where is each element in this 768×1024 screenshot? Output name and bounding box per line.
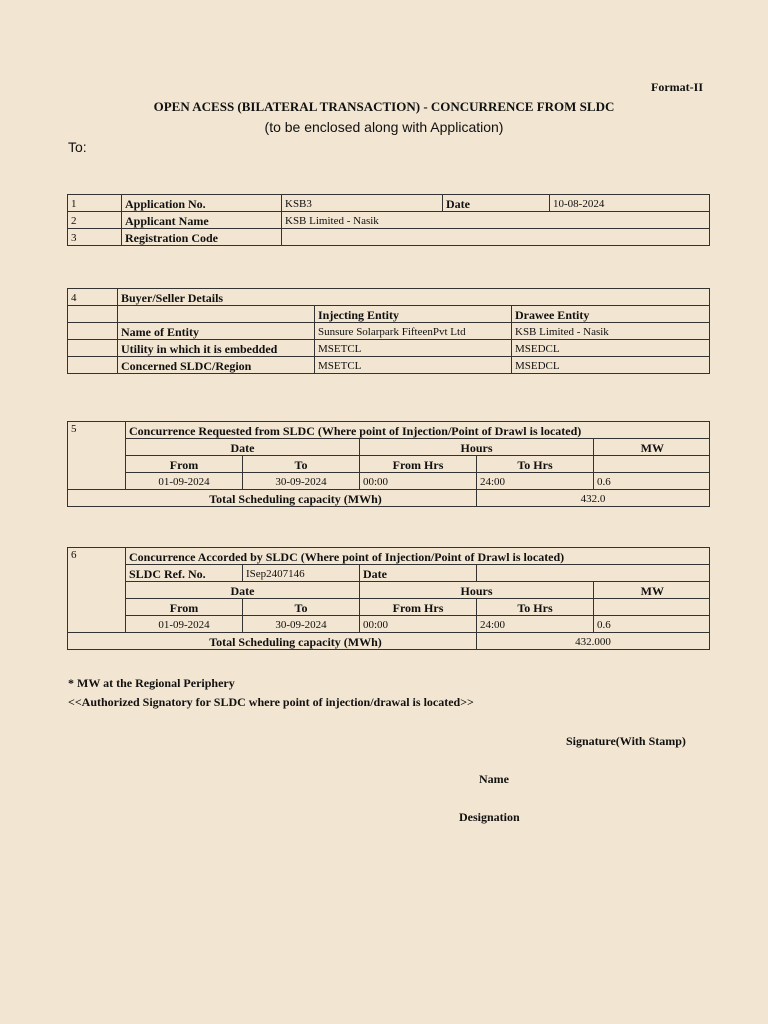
section-heading: Concurrence Requested from SLDC (Where point of Injection/Point of Drawl is located)	[126, 422, 710, 439]
to-header: To	[243, 599, 360, 616]
injecting-value: Sunsure Solarpark FifteenPvt Ltd	[315, 323, 512, 340]
sldc-ref-value: ISep2407146	[243, 565, 360, 582]
from-hrs-value: 00:00	[360, 616, 477, 633]
mw-note: * MW at the Regional Periphery	[68, 676, 235, 690]
drawee-entity-header: Drawee Entity	[512, 306, 710, 323]
table-row	[68, 195, 710, 212]
application-no-value: KSB3	[282, 195, 443, 212]
table-row	[68, 323, 710, 340]
table-row	[68, 599, 710, 616]
date-value	[477, 565, 710, 582]
table-row	[68, 582, 710, 599]
table-row	[68, 340, 710, 357]
section-number: 4	[68, 289, 118, 306]
application-no-label: Application No.	[122, 195, 282, 212]
table-row	[68, 439, 710, 456]
table-row	[68, 633, 710, 650]
table-row	[68, 357, 710, 374]
injecting-value: MSETCL	[315, 340, 512, 357]
to-hrs-header: To Hrs	[477, 456, 594, 473]
injecting-entity-header: Injecting Entity	[315, 306, 512, 323]
to-date-value: 30-09-2024	[243, 473, 360, 490]
signature-label: Signature(With Stamp)	[566, 734, 686, 748]
page-title: OPEN ACESS (BILATERAL TRANSACTION) - CONCURRENCE FROM SLDC	[153, 99, 615, 114]
application-table	[67, 194, 710, 246]
row-label: Concerned SLDC/Region	[118, 357, 315, 374]
section-heading: Concurrence Accorded by SLDC (Where point of Injection/Point of Drawl is located)	[126, 548, 710, 565]
table-row	[68, 616, 710, 633]
sldc-ref-label: SLDC Ref. No.	[126, 565, 243, 582]
table-row	[68, 212, 710, 229]
from-date-value: 01-09-2024	[126, 616, 243, 633]
date-value: 10-08-2024	[550, 195, 710, 212]
page-subtitle: (to be enclosed along with Application)	[264, 119, 504, 135]
to-date-value: 30-09-2024	[243, 616, 360, 633]
registration-code-value	[282, 229, 710, 246]
section-number: 6	[68, 548, 126, 633]
applicant-name-label: Applicant Name	[122, 212, 282, 229]
drawee-value: KSB Limited - Nasik	[512, 323, 710, 340]
mw-value: 0.6	[594, 473, 710, 490]
from-header: From	[126, 599, 243, 616]
to-hrs-header: To Hrs	[477, 599, 594, 616]
date-header: Date	[126, 439, 360, 456]
date-label: Date	[443, 195, 550, 212]
table-row	[68, 490, 710, 507]
name-label: Name	[479, 772, 509, 786]
from-date-value: 01-09-2024	[126, 473, 243, 490]
format-label: Format-II	[651, 80, 703, 94]
injecting-value: MSETCL	[315, 357, 512, 374]
from-header: From	[126, 456, 243, 473]
total-label: Total Scheduling capacity (MWh)	[68, 633, 477, 650]
section-number: 5	[68, 422, 126, 490]
from-hrs-header: From Hrs	[360, 599, 477, 616]
registration-code-label: Registration Code	[122, 229, 282, 246]
authorized-signatory-note: <<Authorized Signatory for SLDC where point of injection/drawal is located>>	[68, 695, 474, 709]
date-label: Date	[360, 565, 477, 582]
concurrence-requested-table	[67, 421, 710, 507]
row-label: Name of Entity	[118, 323, 315, 340]
applicant-name-value: KSB Limited - Nasik	[282, 212, 710, 229]
to-header: To	[243, 456, 360, 473]
row-label: Utility in which it is embedded	[118, 340, 315, 357]
hours-header: Hours	[360, 439, 594, 456]
table-row	[68, 456, 710, 473]
buyer-seller-table	[67, 288, 710, 374]
row-number: 3	[68, 229, 122, 246]
table-row	[68, 548, 710, 565]
row-number: 1	[68, 195, 122, 212]
table-row	[68, 289, 710, 306]
to-hrs-value: 24:00	[477, 473, 594, 490]
table-row	[68, 565, 710, 582]
table-row	[68, 473, 710, 490]
from-hrs-header: From Hrs	[360, 456, 477, 473]
table-row	[68, 306, 710, 323]
to-hrs-value: 24:00	[477, 616, 594, 633]
total-value: 432.000	[477, 633, 710, 650]
from-hrs-value: 00:00	[360, 473, 477, 490]
section-heading: Buyer/Seller Details	[118, 289, 710, 306]
mw-value: 0.6	[594, 616, 710, 633]
row-number: 2	[68, 212, 122, 229]
hours-header: Hours	[360, 582, 594, 599]
mw-header: MW	[594, 582, 710, 599]
drawee-value: MSEDCL	[512, 340, 710, 357]
table-row	[68, 229, 710, 246]
total-value: 432.0	[477, 490, 710, 507]
date-header: Date	[126, 582, 360, 599]
total-label: Total Scheduling capacity (MWh)	[68, 490, 477, 507]
drawee-value: MSEDCL	[512, 357, 710, 374]
to-label: To:	[68, 139, 87, 155]
designation-label: Designation	[459, 810, 520, 824]
table-row	[68, 422, 710, 439]
mw-header: MW	[594, 439, 710, 456]
concurrence-accorded-table	[67, 547, 710, 650]
